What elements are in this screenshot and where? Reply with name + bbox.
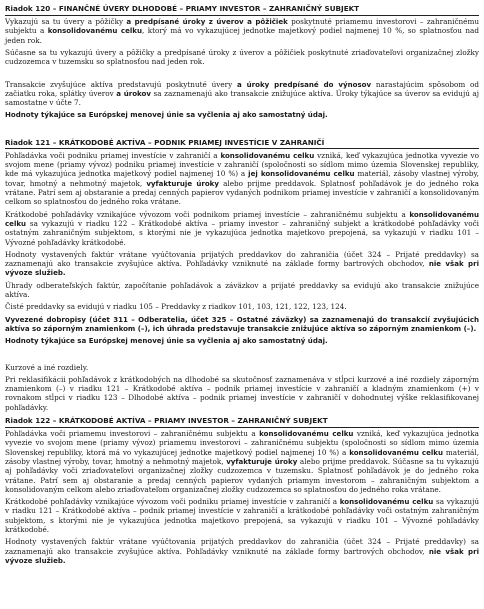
bold-text: nie však pri vývoze služieb. bbox=[5, 259, 479, 278]
text-run: Hodnoty vystavených faktúr vrátane vyúčtovania prijatých preddavkov do zahraničia (účet 324 – Prijaté preddavky) sa zaznamenajú ako transakcie zvyšujúce aktíva. Pohľadávky vzniknuté na základe formy bartrových obchodov, bbox=[5, 537, 479, 556]
emu-note: Hodnoty týkajúce sa Európskej menovej únie sa vyčlenia aj ako samostatný údaj. bbox=[5, 336, 328, 346]
bold-text: (účet 311 – Odberatelia, účet 325 – Ostatné záväzky) bbox=[85, 314, 310, 324]
bold-text: konsolidovanému celku bbox=[47, 26, 142, 36]
text-run: materiál, zásoby vlastnej výroby, tovar, hmotný a nehmotný majetok, bbox=[5, 169, 479, 188]
paragraph bbox=[5, 315, 479, 334]
paragraph bbox=[5, 363, 479, 372]
text-run: Pohľadávka voči podniku priamej investície v zahraničí a bbox=[5, 150, 221, 160]
paragraph bbox=[5, 429, 479, 494]
text-run: , ktorý má vo vykazujúcej jednotke majetkový podiel najmenej 10 %, so splatnosťou nad jeden rok. bbox=[5, 26, 480, 45]
section-heading-122: Riadok 122 – KRÁTKODOBÉ AKTÍVA – PRIAMY INVESTOR – ZAHRANIČNÝ SUBJEKT bbox=[5, 415, 479, 428]
text-run: Transakcie zvyšujúce aktíva predstavujú poskytnuté úvery bbox=[5, 79, 237, 89]
text-run: vzniká, keď vykazujúca jednotka vyvezie vo svojom mene (priamy vývoz) podniku priamej investície v zahraničí (spoločnosti so sídlom mimo územia Slovenskej republiky, kde má vykazujúca jednotka majetkový podiel najmenej 10 %) a bbox=[5, 150, 479, 179]
text-run: sa zaznamenajú ako transakcie znižujúce aktíva. Úroky týkajúce sa úverov sa evidujú aj samostatne v účte 7. bbox=[5, 88, 479, 108]
paragraph bbox=[5, 281, 479, 300]
text-run: Kurzové a iné rozdiely. bbox=[5, 362, 89, 372]
paragraph bbox=[5, 151, 479, 207]
text-run: Čisté preddavky sa evidujú v riadku 105 – Preddavky z riadkov 101, 103, 121, 122, 123, 124. bbox=[5, 302, 347, 312]
emu-note: Hodnoty týkajúce sa Európskej menovej únie sa vyčlenia aj ako samostatný údaj. bbox=[5, 110, 328, 120]
text-run: materiál, zásoby vlastnej výroby, tovar, hmotný a nehmotný majetok, bbox=[5, 447, 480, 466]
bold-text: konsolidovanému celku bbox=[349, 447, 443, 457]
text-run: Súčasne sa tu vykazujú úvery a pôžičky a predpísané úroky z úverov a pôžičiek poskytnuté zriaďovateľovi organizačnej zložky cudzozemca v tuzemsku so splatnosťou nad jeden rok. bbox=[5, 47, 479, 67]
text-run: sa vykazujú v riadku 122 – Krátkodobé aktíva – priamy investor – zahraničný subjekt a krátkodobé pohľadávky voči ostatným zahraničným subjektom, s ktorými nie je vykazujúca jednotka majetkovo prepojená, sa vykazujú v riadku 101 – Vývozné pohľadávky krátkodobé. bbox=[5, 218, 479, 247]
bold-text: jej konsolidovanému celku bbox=[248, 169, 355, 179]
text-run: Úhrady odberateľských faktúr, započítanie pohľadávok a záväzkov a prijaté preddavky sa evidujú ako transakcie znižujúce aktíva. bbox=[5, 280, 479, 300]
text-run: alebo prijme preddavok. Splatnosť pohľadávok je do jedného roka vrátane. Patrí sem aj obstaranie a predaj cenných papierov vydaných podnikom priamej investície v zahraničí a konsolidovaným celkom so splatnosťou do jedného roka vrátane. bbox=[5, 178, 479, 207]
paragraph bbox=[5, 497, 479, 534]
text-run: Pohľadávka voči priamemu investorovi – zahraničnému subjektu a bbox=[5, 429, 260, 439]
paragraph bbox=[5, 250, 479, 278]
text-run: vzniká, keď vykazujúca jednotka vyvezie vo svojom mene (priamy vývoz) priamemu investorovi – zahraničnému subjektu (spoločnosti so sídlom mimo územia Slovenskej republiky, ktorá má vo vykazujúcej jednotke majetkový podiel najmenej 10 %) a bbox=[5, 429, 480, 457]
section-heading-120: Riadok 120 – FINANČNÉ ÚVERY DLHODOBÉ – PRIAMY INVESTOR – ZAHRANIČNÝ SUBJEKT bbox=[5, 3, 479, 16]
text-run: alebo prijme preddavok. Súčasne sa tu vykazujú aj pohľadávky voči zriaďovateľovi organizačnej zložky cudzozemca v tuzemsku. Splatnosť pohľadávok je do jedného roka vrátane. Patrí sem aj obstaranie a predaj cenných papierov vydaných priamym investorom – zahraničným subjektom a konsolidovaným celkom alebo zriaďovateľom organizačnej zložky cudzozemca so splatnosťou do jedného roka vrátane. bbox=[5, 456, 479, 494]
bold-text: konsolidovanému celku bbox=[5, 209, 479, 228]
paragraph bbox=[5, 302, 479, 311]
paragraph bbox=[5, 17, 479, 45]
bold-text: a úrokov bbox=[116, 88, 151, 98]
text-run: sa vykazujú v riadku 121 – Krátkodobé aktíva – podnik priamej investície v zahraničí a krátkodobé pohľadávky voči ostatným zahraničným subjektom, s ktorými nie je vykazujúca jednotka majetkovo prepojená, sa vykazujú v riadku 101 – Vývozné pohľadávky krátkodobé. bbox=[5, 497, 480, 535]
paragraph bbox=[5, 375, 479, 412]
text-run: Vykazujú sa tu úvery a pôžičky bbox=[5, 17, 127, 27]
bold-text: a predpísané úroky z úverov a pôžičiek bbox=[126, 17, 288, 27]
bold-text: vyfakturuje úroky bbox=[226, 456, 298, 466]
paragraph bbox=[5, 80, 479, 108]
bold-text: Vyvezené dobropisy bbox=[5, 314, 86, 324]
text-run: narastajúcim spôsobom od začiatku roka, splátky úverov bbox=[5, 79, 479, 98]
text-run: Hodnoty vystavených faktúr vrátane vyúčtovania prijatých preddavkov do zahraničia (účet 324 – Prijaté preddavky) sa zaznamenajú ako transakcie zvyšujúce aktíva. Pohľadávky vzniknuté na základe formy bartrových obchodov, bbox=[5, 249, 479, 269]
bold-text: konsolidovanému celku bbox=[339, 497, 434, 507]
text-run: Krátkodobé pohľadávky vznikajúce vývozom voči podnikom priamej investície – zahraničnému subjektu a bbox=[5, 209, 410, 219]
bold-text: sa zaznamenajú do transakcií zvyšujúcich aktíva so záporným znamienkom (–), ich úhrada predstavuje transakcie znižujúce aktíva so záporným znamienkom (–). bbox=[5, 314, 480, 333]
bold-text: vyfakturuje úroky bbox=[146, 178, 219, 188]
paragraph bbox=[5, 210, 479, 247]
text-run: Pri reklasifikácii pohľadávok z krátkodobých na dlhodobé sa skutočnosť zaznamenáva v stĺpci kurzové a iné rozdiely záporným znamienkom (–) v riadku 121 – Krátkodobé aktíva – podnik priamej investície v zahraničí a kladným znamienkom (+) v rovnakom stĺpci v riadku 123 – Dlhodobé aktíva – podnik priamej investície v zahraničí v dohodnutej výške reklasifikovanej pohľadávky. bbox=[5, 374, 479, 412]
bold-text: konsolidovanému celku bbox=[220, 150, 315, 160]
section-heading-121: Riadok 121 – KRÁTKODOBÉ AKTÍVA – PODNIK PRIAMEJ INVESTÍCIE V ZAHRANIČÍ bbox=[5, 137, 479, 150]
paragraph bbox=[5, 537, 479, 565]
text-run: Krátkodobé pohľadávky vznikajúce vývozom voči podniku priamej investície v zahraničí a bbox=[5, 497, 340, 507]
paragraph bbox=[5, 48, 479, 67]
bold-text: nie však pri vývoze služieb. bbox=[5, 546, 479, 565]
bold-text: konsolidovanému celku bbox=[259, 429, 354, 439]
bold-text: a úroky predpísané do výnosov bbox=[236, 79, 372, 89]
text-run: poskytnuté priamemu investorovi – zahraničnému subjektu a bbox=[5, 17, 480, 36]
